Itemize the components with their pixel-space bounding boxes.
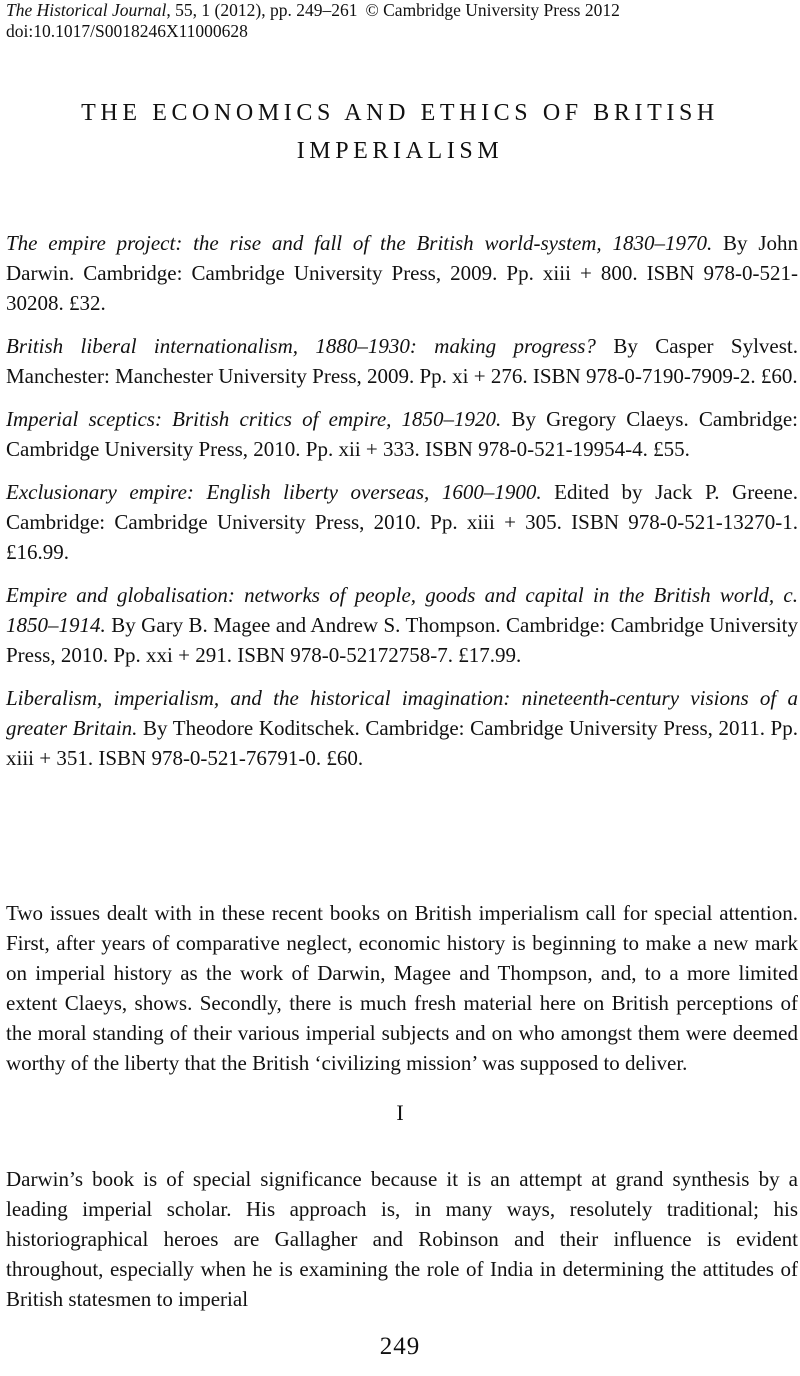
reviewed-book-entry — [6, 404, 798, 464]
journal-citation: , 55, 1 (2012), pp. 249–261 — [166, 0, 358, 20]
intro-paragraph: Two issues dealt with in these recent books on British imperialism call for special attention. First, after years of comparative neglect, economic history is beginning to make a new mark on imperial history as the work of Darwin, Magee and Thompson, and, to a more limited extent Claeys, shows. Secondly, there is much fresh material here on British perceptions of the moral standing of their various imperial subjects and on who amongst them were deemed worthy of the liberty that the British ‘civilizing mission’ was supposed to deliver. — [6, 901, 798, 1075]
book-title: The empire project: the rise and fall of the British world-system, 1830–1970. — [6, 231, 713, 255]
book-details: By Theodore Koditschek. Cambridge: Cambridge University Press, 2011. Pp. xiii + 351. ISBN 978-0-521-76791-0. £60. — [6, 716, 798, 770]
reviewed-book-entry — [6, 477, 798, 567]
article-title: THE ECONOMICS AND ETHICS OF BRITISH IMPERIALISM — [81, 100, 719, 164]
body-paragraph: Darwin’s book is of special significance because it is an attempt at grand synthesis by a leading imperial scholar. His approach is, in many ways, resolutely traditional; his historiographical heroes are Gallagher and Robinson and their influence is evident throughout, especially when he is examining the role of India in determining the attitudes of British statesmen to imperial — [6, 1167, 798, 1311]
book-details: By Casper Sylvest. Manchester: Manchester University Press, 2009. Pp. xi + 276. ISBN 978-0-7190-7909-2. £60. — [6, 334, 798, 388]
book-details: By John Darwin. Cambridge: Cambridge University Press, 2009. Pp. xiii + 800. ISBN 978-0-521-30208. £32. — [6, 231, 798, 315]
reviewed-book-entry — [6, 683, 798, 773]
doi-link[interactable]: doi:10.1017/S0018246X11000628 — [6, 21, 248, 41]
book-details: By Gary B. Magee and Andrew S. Thompson. Cambridge: Cambridge University Press, 2010. Pp. xxi + 291. ISBN 978-0-52172758-7. £17.99. — [6, 613, 798, 667]
running-header — [6, 0, 796, 42]
book-title: British liberal internationalism, 1880–1930: making progress? — [6, 334, 596, 358]
copyright-notice: © Cambridge University Press 2012 — [365, 0, 620, 20]
book-title: Empire and globalisation: networks of people, goods and capital in the British world, c. 1850–1914. — [6, 583, 798, 637]
book-details: Edited by Jack P. Greene. Cambridge: Cambridge University Press, 2010. Pp. xiii + 305. ISBN 978-0-521-13270-1. £16.99. — [6, 480, 798, 564]
book-title: Liberalism, imperialism, and the historical imagination: nineteenth-century visions of a greater Britain. — [6, 686, 798, 740]
book-title: Exclusionary empire: English liberty overseas, 1600–1900. — [6, 480, 542, 504]
section-heading: I — [396, 1100, 404, 1125]
reviewed-book-entry — [6, 331, 798, 391]
reviewed-book-entry — [6, 580, 798, 670]
page-number: 249 — [379, 1333, 421, 1360]
reviewed-book-entry — [6, 228, 798, 318]
book-title: Imperial sceptics: British critics of empire, 1850–1920. — [6, 407, 502, 431]
reviewed-books-list — [6, 228, 798, 786]
journal-name: The Historical Journal — [6, 0, 167, 20]
book-details: By Gregory Claeys. Cambridge: Cambridge University Press, 2010. Pp. xii + 333. ISBN 978-0-521-19954-4. £55. — [6, 407, 798, 461]
